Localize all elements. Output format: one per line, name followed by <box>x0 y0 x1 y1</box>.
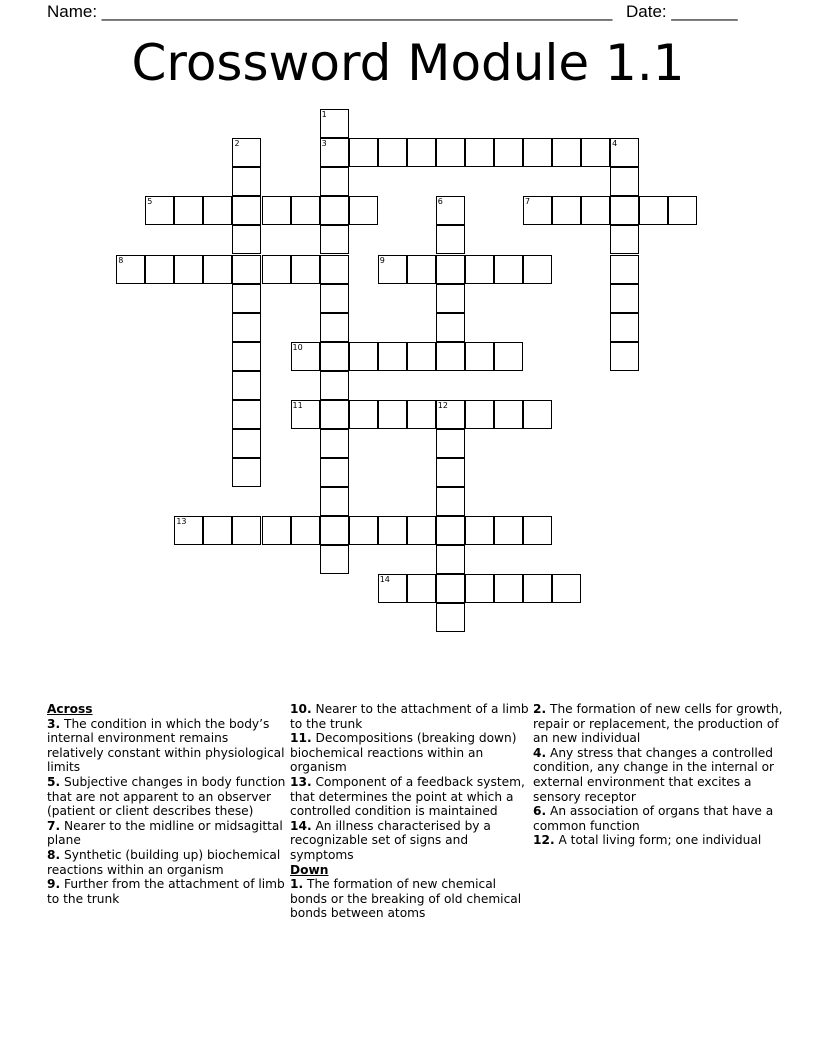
clue-text: An illness characterised by a recognizable set of signs and symptoms <box>290 818 491 862</box>
grid-cell[interactable] <box>232 458 261 487</box>
grid-cell[interactable] <box>494 400 523 429</box>
cell-number: 5 <box>147 197 153 207</box>
down-clue <box>533 804 783 833</box>
grid-cell[interactable] <box>465 574 494 603</box>
across-clue <box>47 717 287 775</box>
clue-number: 6. <box>533 804 547 819</box>
down-clue <box>533 746 783 804</box>
grid-cell[interactable] <box>436 574 465 603</box>
grid-cell[interactable] <box>407 342 436 371</box>
grid-cell[interactable] <box>407 574 436 603</box>
cell-number: 1 <box>321 110 327 120</box>
date-field[interactable]: Date: _______ <box>626 2 738 21</box>
grid-cell[interactable] <box>407 400 436 429</box>
across-clue <box>290 819 530 863</box>
grid-cell[interactable] <box>494 574 523 603</box>
grid-cell[interactable] <box>465 138 494 167</box>
clue-text: Synthetic (building up) biochemical reactions within an organism <box>47 847 281 877</box>
down-clue <box>290 877 530 921</box>
grid-cell[interactable] <box>291 342 320 371</box>
cell-number: 12 <box>437 400 448 410</box>
grid-cell[interactable] <box>581 196 610 225</box>
grid-cell[interactable] <box>203 516 232 545</box>
grid-cell[interactable] <box>378 138 407 167</box>
grid-cell[interactable] <box>523 138 552 167</box>
grid-cell[interactable] <box>174 255 203 284</box>
clue-number: 11. <box>290 731 312 746</box>
grid-cell[interactable] <box>232 400 261 429</box>
across-heading: Across <box>47 702 93 716</box>
grid-cell[interactable] <box>378 574 407 603</box>
grid-cell[interactable] <box>232 429 261 458</box>
grid-cell[interactable] <box>494 138 523 167</box>
clue-number: 5. <box>47 774 61 789</box>
across-clue <box>47 877 287 906</box>
grid-cell[interactable] <box>436 458 465 487</box>
grid-cell[interactable] <box>639 196 668 225</box>
grid-cell[interactable] <box>610 196 639 225</box>
grid-cell[interactable] <box>436 545 465 574</box>
cell-number: 6 <box>437 197 443 207</box>
grid-cell[interactable] <box>523 516 552 545</box>
grid-cell[interactable] <box>349 196 378 225</box>
grid-cell[interactable] <box>610 284 639 313</box>
grid-cell[interactable] <box>320 255 349 284</box>
grid-cell[interactable] <box>610 138 639 167</box>
clues-column-3 <box>533 702 783 848</box>
clue-number: 1. <box>290 877 304 892</box>
grid-cell[interactable] <box>668 196 697 225</box>
clue-number: 12. <box>533 833 555 848</box>
clue-text: Decompositions (breaking down) biochemical reactions within an organism <box>290 731 517 775</box>
grid-cell[interactable] <box>291 516 320 545</box>
grid-cell[interactable] <box>320 429 349 458</box>
grid-cell[interactable] <box>436 487 465 516</box>
clue-text: Component of a feedback system, that determines the point at which a controlled condition is maintained <box>290 774 525 819</box>
grid-cell[interactable] <box>320 458 349 487</box>
grid-cell[interactable] <box>320 284 349 313</box>
grid-cell[interactable] <box>523 574 552 603</box>
grid-cell[interactable] <box>232 196 261 225</box>
clue-number: 10. <box>290 702 312 716</box>
clue-number: 3. <box>47 716 61 731</box>
grid-cell[interactable] <box>320 487 349 516</box>
clues-column-1 <box>47 702 287 906</box>
grid-cell[interactable] <box>407 255 436 284</box>
grid-cell[interactable] <box>232 342 261 371</box>
clue-text: The formation of new cells for growth, repair or replacement, the production of an new individual <box>533 702 783 746</box>
cell-number: 9 <box>379 255 385 265</box>
grid-cell[interactable] <box>320 371 349 400</box>
grid-cell[interactable] <box>610 342 639 371</box>
grid-cell[interactable] <box>262 516 291 545</box>
grid-cell[interactable] <box>232 371 261 400</box>
grid-cell[interactable] <box>232 167 261 196</box>
grid-cell[interactable] <box>465 400 494 429</box>
grid-cell[interactable] <box>116 255 145 284</box>
grid-cell[interactable] <box>320 516 349 545</box>
grid-cell[interactable] <box>552 574 581 603</box>
across-clue <box>47 848 287 877</box>
clue-text: An association of organs that have a common function <box>533 804 774 833</box>
clue-text: Subjective changes in body function that are not apparent to an observer (patient or client describes these) <box>47 774 286 819</box>
cell-number: 2 <box>234 139 240 149</box>
grid-cell[interactable] <box>407 516 436 545</box>
grid-cell[interactable] <box>320 167 349 196</box>
grid-cell[interactable] <box>523 400 552 429</box>
grid-cell[interactable] <box>436 313 465 342</box>
grid-cell[interactable] <box>232 516 261 545</box>
grid-cell[interactable] <box>436 516 465 545</box>
grid-cell[interactable] <box>291 196 320 225</box>
grid-cell[interactable] <box>232 138 261 167</box>
grid-cell[interactable] <box>203 196 232 225</box>
grid-cell[interactable] <box>407 138 436 167</box>
grid-cell[interactable] <box>320 138 349 167</box>
clue-text: Nearer to the attachment of a limb to the trunk <box>290 702 529 731</box>
clue-text: Further from the attachment of limb to the trunk <box>47 877 285 906</box>
clue-text: A total living form; one individual <box>558 833 762 848</box>
cell-number: 3 <box>321 139 327 149</box>
grid-cell[interactable] <box>465 516 494 545</box>
grid-cell[interactable] <box>436 342 465 371</box>
clue-number: 14. <box>290 818 312 833</box>
grid-cell[interactable] <box>378 342 407 371</box>
grid-cell[interactable] <box>465 255 494 284</box>
grid-cell[interactable] <box>320 342 349 371</box>
grid-cell[interactable] <box>232 284 261 313</box>
grid-cell[interactable] <box>320 400 349 429</box>
across-clue <box>47 819 287 848</box>
cell-number: 14 <box>379 575 390 585</box>
across-clue <box>290 702 530 731</box>
grid-cell[interactable] <box>145 255 174 284</box>
grid-cell[interactable] <box>320 225 349 254</box>
grid-cell[interactable] <box>349 400 378 429</box>
grid-cell[interactable] <box>610 255 639 284</box>
grid-cell[interactable] <box>436 225 465 254</box>
grid-cell[interactable] <box>262 196 291 225</box>
clue-number: 8. <box>47 847 61 862</box>
grid-cell[interactable] <box>349 138 378 167</box>
cell-number: 13 <box>176 516 187 526</box>
grid-cell[interactable] <box>610 167 639 196</box>
grid-cell[interactable] <box>320 196 349 225</box>
down-heading: Down <box>290 862 329 877</box>
grid-cell[interactable] <box>436 255 465 284</box>
grid-cell[interactable] <box>232 313 261 342</box>
grid-cell[interactable] <box>436 429 465 458</box>
grid-cell[interactable] <box>174 516 203 545</box>
grid-cell[interactable] <box>145 196 174 225</box>
grid-cell[interactable] <box>291 255 320 284</box>
name-field[interactable]: Name: ______________________________________________________ <box>47 2 613 21</box>
grid-cell[interactable] <box>523 255 552 284</box>
clue-number: 13. <box>290 774 312 789</box>
grid-cell[interactable] <box>378 400 407 429</box>
grid-cell[interactable] <box>523 196 552 225</box>
clue-number: 4. <box>533 745 547 760</box>
clue-number: 7. <box>47 818 61 833</box>
cell-number: 7 <box>524 197 531 207</box>
grid-cell[interactable] <box>581 138 610 167</box>
grid-cell[interactable] <box>494 342 523 371</box>
across-clue <box>47 775 287 819</box>
grid-cell[interactable] <box>262 255 291 284</box>
clues-column-2 <box>290 702 530 921</box>
cell-number: 10 <box>292 342 303 352</box>
grid-cell[interactable] <box>203 255 232 284</box>
grid-cell[interactable] <box>174 196 203 225</box>
clue-text: Any stress that changes a controlled condition, any change in the internal or external environment that excites a sensory receptor <box>533 745 775 804</box>
grid-cell[interactable] <box>552 138 581 167</box>
grid-cell[interactable] <box>494 516 523 545</box>
cell-number: 8 <box>118 255 124 265</box>
grid-cell[interactable] <box>610 313 639 342</box>
cell-number: 4 <box>612 139 618 149</box>
grid-cell[interactable] <box>320 313 349 342</box>
grid-cell[interactable] <box>232 225 261 254</box>
grid-cell[interactable] <box>436 603 465 632</box>
grid-cell[interactable] <box>436 138 465 167</box>
grid-cell[interactable] <box>349 516 378 545</box>
grid-cell[interactable] <box>436 400 465 429</box>
page-title: Crossword Module 1.1 <box>131 34 685 92</box>
clue-text: The formation of new chemical bonds or the breaking of old chemical bonds between atoms <box>290 877 522 921</box>
grid-cell[interactable] <box>320 109 349 138</box>
grid-cell[interactable] <box>436 196 465 225</box>
clue-number: 2. <box>533 702 547 716</box>
grid-cell[interactable] <box>378 516 407 545</box>
grid-cell[interactable] <box>320 545 349 574</box>
cell-number: 11 <box>292 400 303 410</box>
across-clue <box>290 731 530 775</box>
grid-cell[interactable] <box>436 284 465 313</box>
grid-cell[interactable] <box>232 255 261 284</box>
grid-cell[interactable] <box>465 342 494 371</box>
grid-cell[interactable] <box>494 255 523 284</box>
clue-number: 9. <box>47 877 61 892</box>
across-clue <box>290 775 530 819</box>
grid-cell[interactable] <box>349 342 378 371</box>
down-clue <box>533 702 783 746</box>
grid-cell[interactable] <box>552 196 581 225</box>
grid-cell[interactable] <box>378 255 407 284</box>
down-clue <box>533 833 783 848</box>
grid-cell[interactable] <box>610 225 639 254</box>
grid-cell[interactable] <box>291 400 320 429</box>
clue-text: Nearer to the midline or midsagittal plane <box>47 818 283 848</box>
clue-text: The condition in which the body’s internal environment remains relatively constant within physiological limits <box>47 716 285 775</box>
